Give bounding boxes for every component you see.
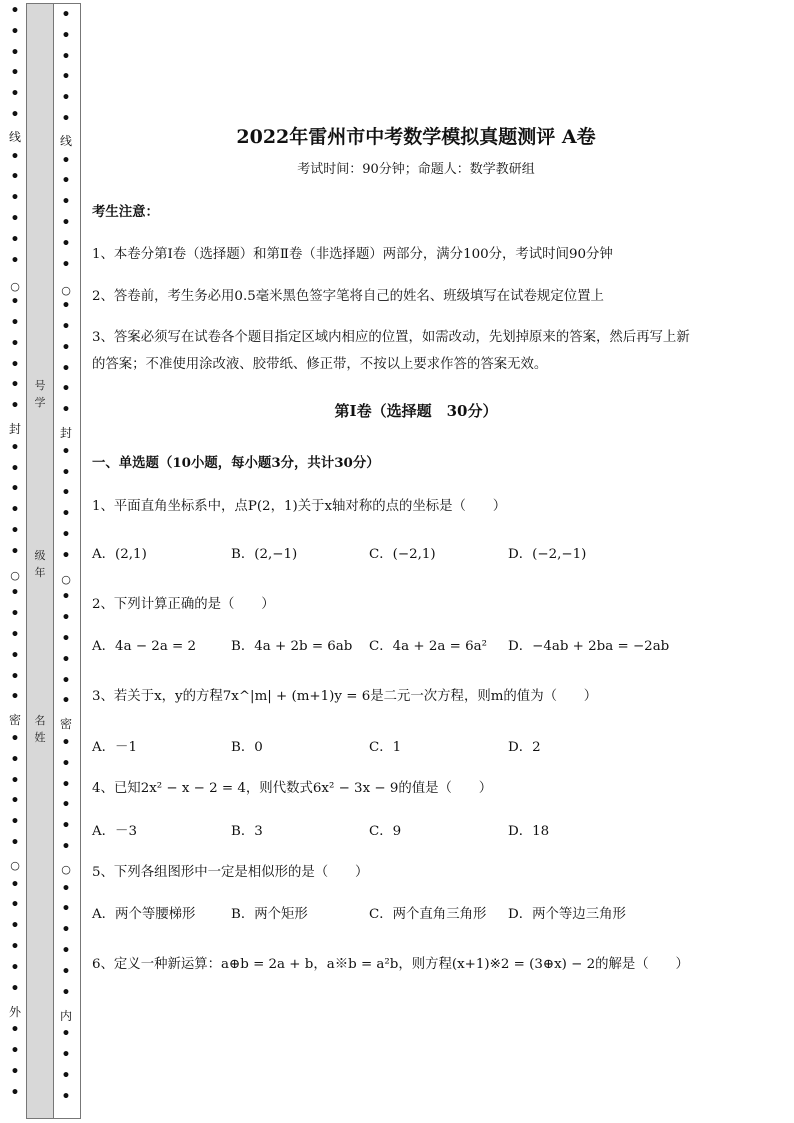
question-3-option-a: A．－1 xyxy=(92,740,137,755)
binding-dot-inner: • xyxy=(61,256,71,273)
strip-field-name: 名 姓 xyxy=(34,714,46,744)
binding-dot-outer: • xyxy=(10,814,20,831)
question-5-option-a: A．两个等腰梯形 xyxy=(92,907,196,922)
binding-dot-outer: • xyxy=(10,294,20,311)
binding-label-inner-2: 封 xyxy=(59,426,72,440)
binding-dot-inner: • xyxy=(61,922,71,939)
binding-dot-inner: • xyxy=(61,693,71,710)
binding-dot-inner: • xyxy=(61,360,71,377)
binding-dot-outer: • xyxy=(10,731,20,747)
binding-dot-outer: • xyxy=(10,1043,20,1059)
binding-dot-outer: • xyxy=(10,65,20,82)
question-5-option-d: D．两个等边三角形 xyxy=(508,907,626,922)
binding-dot-inner: • xyxy=(61,298,71,315)
binding-dot-inner: • xyxy=(61,319,71,335)
binding-dot-outer: • xyxy=(10,959,20,976)
binding-dot-outer: • xyxy=(10,627,20,643)
binding-label-outer-2: 封 xyxy=(8,422,21,436)
binding-dot-inner: • xyxy=(61,984,71,1001)
binding-dot-outer: • xyxy=(10,1022,20,1039)
binding-dot-inner: • xyxy=(61,152,71,169)
binding-dot-inner: • xyxy=(61,1088,71,1105)
binding-dot-inner: • xyxy=(61,651,71,668)
binding-dot-inner: • xyxy=(61,443,71,460)
question-5-option-b: B．两个矩形 xyxy=(231,907,308,922)
binding-label-inner-3: ○ xyxy=(61,573,71,586)
binding-label-outer-4: 密 xyxy=(8,713,21,727)
question-2-option-b: B．4a + 2b = 6ab xyxy=(231,639,353,654)
binding-label-outer-6: 外 xyxy=(8,1005,21,1019)
binding-dot-outer: • xyxy=(10,751,20,768)
binding-dot-inner: • xyxy=(61,527,71,543)
binding-dot-inner: • xyxy=(61,194,71,211)
binding-dot-outer: • xyxy=(10,231,20,248)
binding-dot-outer: • xyxy=(10,398,20,415)
binding-label-inner-0: 线 xyxy=(59,134,72,148)
binding-dot-inner: • xyxy=(61,672,71,689)
binding-dot-outer: • xyxy=(10,169,20,186)
binding-label-inner-5: ○ xyxy=(61,863,71,876)
question-6-stem: 6、定义一种新运算：a⊕b = 2a + b，a※b = a²b，则方程(x+1)※2 = (3⊕x) − 2的解是（ ） xyxy=(92,957,689,972)
notice-item-3: 3、答案必须写在试卷各个题目指定区域内相应的位置，如需改动，先划掉原来的答案，然后再写上新 xyxy=(92,330,690,345)
binding-dot-outer: • xyxy=(10,939,20,955)
question-4-option-a: A．－3 xyxy=(92,824,137,839)
binding-label-outer-5: ○ xyxy=(10,859,20,872)
binding-dot-inner: • xyxy=(61,173,71,190)
binding-dot-outer: • xyxy=(10,190,20,207)
binding-dot-outer: • xyxy=(10,980,20,997)
binding-dot-inner: • xyxy=(61,818,71,835)
exam-paper xyxy=(92,0,752,1123)
binding-dot-outer: • xyxy=(10,335,20,352)
question-2-option-d: D．−4ab + 2ba = −2ab xyxy=(508,639,670,654)
binding-dot-inner: • xyxy=(61,755,71,772)
binding-dot-inner: • xyxy=(61,901,71,918)
binding-dot-outer: • xyxy=(10,44,20,61)
binding-margin-inner xyxy=(54,3,81,1119)
question-2-option-a: A．4a − 2a = 2 xyxy=(92,639,197,654)
binding-dot-inner: • xyxy=(61,235,71,252)
part-heading: 一、单选题（10小题，每小题3分，共计30分） xyxy=(92,455,380,471)
binding-dot-outer: • xyxy=(10,585,20,602)
page-title: 2022年雷州市中考数学模拟真题测评 A卷 xyxy=(236,126,596,148)
question-3-option-b: B．0 xyxy=(231,740,263,755)
binding-dot-inner: • xyxy=(61,943,71,959)
binding-dot-outer: • xyxy=(10,793,20,810)
strip-field-student-id: 号 学 xyxy=(34,379,46,409)
binding-dot-outer: • xyxy=(10,647,20,664)
binding-dot-inner: • xyxy=(61,464,71,481)
notice-item-2: 2、答卷前，考生务必用0.5毫米黑色签字笔将自己的姓名、班级填写在试卷规定位置上 xyxy=(92,289,604,304)
binding-dot-inner: • xyxy=(61,215,71,231)
binding-dot-inner: • xyxy=(61,776,71,793)
question-3-option-c: C．1 xyxy=(369,740,402,755)
notice-heading: 考生注意： xyxy=(92,204,159,220)
binding-dot-outer: • xyxy=(10,543,20,560)
binding-label-inner-4: 密 xyxy=(59,717,72,731)
binding-dot-outer: • xyxy=(10,439,20,456)
notice-item-3-cont: 的答案；不准使用涂改液、胶带纸、修正带，不按以上要求作答的答案无效。 xyxy=(92,357,548,372)
binding-dot-outer: • xyxy=(10,668,20,685)
binding-dot-inner: • xyxy=(61,1067,71,1084)
binding-dot-inner: • xyxy=(61,589,71,606)
question-1-option-a: A．(2,1) xyxy=(92,547,147,562)
binding-dot-inner: • xyxy=(61,339,71,356)
strip-field-grade: 级 年 xyxy=(34,549,46,579)
binding-dot-inner: • xyxy=(61,48,71,65)
binding-dot-inner: • xyxy=(61,485,71,502)
binding-dot-outer: • xyxy=(10,356,20,373)
binding-dot-outer: • xyxy=(10,606,20,623)
binding-dot-inner: • xyxy=(61,631,71,647)
binding-dot-inner: • xyxy=(61,1026,71,1043)
question-4-option-b: B．3 xyxy=(231,824,263,839)
question-1-option-d: D．(−2,−1) xyxy=(508,547,587,562)
binding-dot-inner: • xyxy=(61,797,71,814)
binding-margin-outer xyxy=(4,0,26,1123)
binding-dot-outer: • xyxy=(10,835,20,851)
binding-dot-inner: • xyxy=(61,963,71,980)
binding-dot-outer: • xyxy=(10,1063,20,1080)
binding-dot-inner: • xyxy=(61,90,71,107)
student-info-strip xyxy=(26,3,54,1119)
binding-dot-outer: • xyxy=(10,502,20,519)
binding-dot-outer: • xyxy=(10,689,20,706)
question-2-option-c: C．4a + 2a = 6a² xyxy=(369,639,487,654)
binding-dot-inner: • xyxy=(61,610,71,627)
question-1-option-b: B．(2,−1) xyxy=(231,547,298,562)
binding-dot-outer: • xyxy=(10,3,20,19)
binding-dot-outer: • xyxy=(10,918,20,935)
binding-dot-outer: • xyxy=(10,460,20,477)
binding-dot-outer: • xyxy=(10,1084,20,1101)
question-1-stem: 1、平面直角坐标系中，点P(2，1)关于x轴对称的点的坐标是（ ） xyxy=(92,499,507,514)
question-3-option-d: D．2 xyxy=(508,740,541,755)
binding-dot-outer: • xyxy=(10,211,20,227)
question-4-option-d: D．18 xyxy=(508,824,550,839)
binding-dot-inner: • xyxy=(61,111,71,127)
question-2-stem: 2、下列计算正确的是（ ） xyxy=(92,597,275,612)
binding-dot-outer: • xyxy=(10,897,20,914)
binding-dot-outer: • xyxy=(10,523,20,539)
section-title: 第I卷（选择题 30分） xyxy=(334,402,498,420)
binding-dot-outer: • xyxy=(10,86,20,103)
question-5-option-c: C．两个直角三角形 xyxy=(369,907,487,922)
binding-label-inner-1: ○ xyxy=(61,284,71,297)
binding-label-outer-1: ○ xyxy=(10,280,20,293)
binding-dot-outer: • xyxy=(10,23,20,40)
binding-dot-inner: • xyxy=(61,1047,71,1063)
question-4-option-c: C．9 xyxy=(369,824,402,839)
binding-label-outer-3: ○ xyxy=(10,569,20,582)
binding-dot-outer: • xyxy=(10,315,20,331)
binding-dot-outer: • xyxy=(10,876,20,893)
binding-dot-inner: • xyxy=(61,69,71,86)
binding-dot-outer: • xyxy=(10,148,20,165)
binding-dot-outer: • xyxy=(10,481,20,498)
binding-label-inner-6: 内 xyxy=(59,1009,72,1023)
binding-dot-outer: • xyxy=(10,772,20,789)
binding-dot-inner: • xyxy=(61,547,71,564)
question-5-stem: 5、下列各组图形中一定是相似形的是（ ） xyxy=(92,865,369,880)
notice-item-1: 1、本卷分第I卷（选择题）和第Ⅱ卷（非选择题）两部分，满分100分，考试时间90分钟 xyxy=(92,247,613,262)
question-3-stem: 3、若关于x，y的方程7x^|m| + (m+1)y = 6是二元一次方程，则m的值为（ ） xyxy=(92,689,598,704)
question-1-option-c: C．(−2,1) xyxy=(369,547,436,562)
binding-dot-inner: • xyxy=(61,381,71,398)
binding-dot-inner: • xyxy=(61,506,71,523)
binding-dot-outer: • xyxy=(10,252,20,269)
binding-dot-inner: • xyxy=(61,7,71,23)
binding-dot-inner: • xyxy=(61,735,71,751)
binding-dot-inner: • xyxy=(61,402,71,419)
binding-dot-outer: • xyxy=(10,377,20,394)
question-4-stem: 4、已知2x² − x − 2 = 4，则代数式6x² − 3x − 9的值是（ ） xyxy=(92,781,493,796)
binding-label-outer-0: 线 xyxy=(8,130,21,144)
exam-subtitle: 考试时间：90分钟；命题人：数学教研组 xyxy=(297,162,535,177)
binding-dot-inner: • xyxy=(61,880,71,897)
binding-dot-outer: • xyxy=(10,107,20,123)
binding-dot-inner: • xyxy=(61,27,71,44)
binding-dot-inner: • xyxy=(61,839,71,855)
